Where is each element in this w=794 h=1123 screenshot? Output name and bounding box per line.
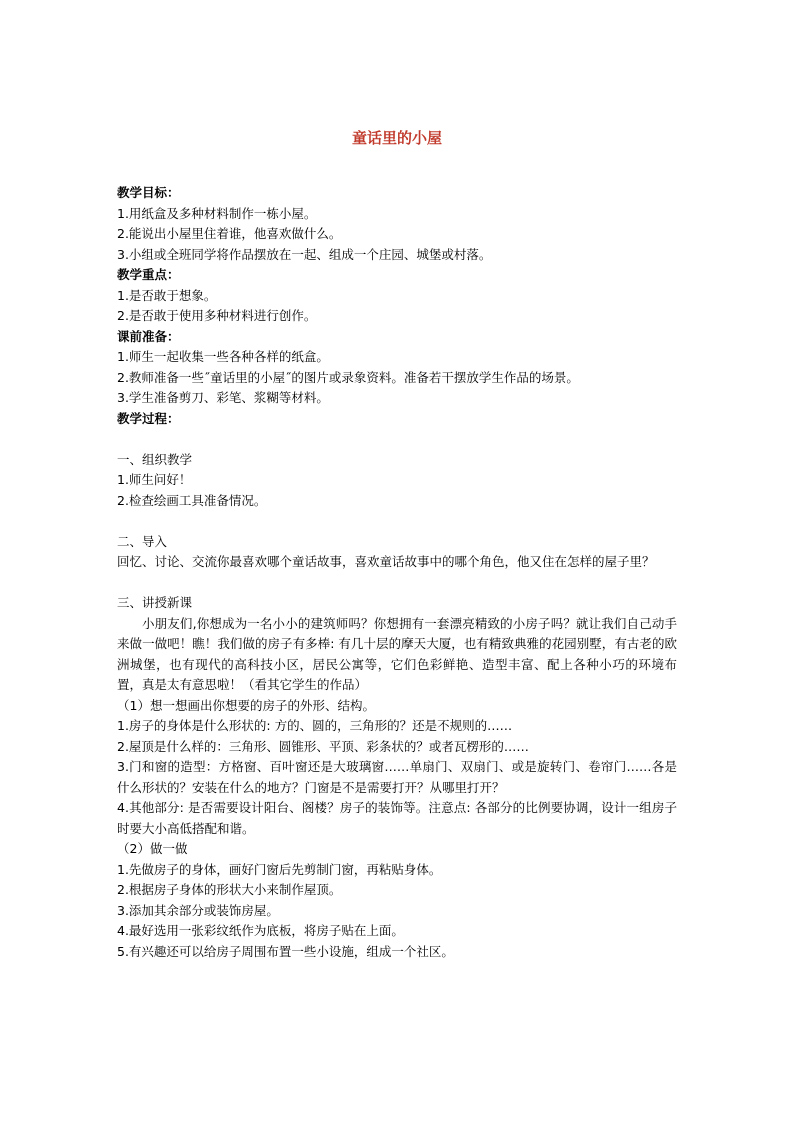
section3-intro-paragraph: 小朋友们,你想成为一名小小的建筑师吗？你想拥有一套漂亮精致的小房子吗？就让我们自己动手来做一做吧！瞧！我们做的房子有多棒: 有几十层的摩天大厦，也有精致典雅的花园别墅，有古老的欧洲城堡，也有现代的高科技小区，居民公寓等，它们色彩鲜艳、造型丰富、配上各种小巧的环境布置，真是太有意思啦！（看其它学生的作品） (117, 615, 677, 692)
spacer (117, 511, 677, 532)
part1-item: 1.房子的身体是什么形状的: 方的、圆的，三角形的？还是不规则的…… (117, 718, 513, 733)
part2-item: 1.先做房子的身体，画好门窗后先剪制门窗，再粘贴身体。 (117, 861, 442, 877)
preparation-heading: 课前准备： (117, 328, 180, 344)
section1-heading: 一、组织教学 (117, 451, 193, 467)
process-heading: 教学过程： (117, 410, 180, 426)
part1-heading: （1）想一想画出你想要的房子的外形、结构。 (117, 697, 375, 713)
preparation-item: 3.学生准备剪刀、彩笔、浆糊等材料。 (117, 390, 329, 405)
spacer (117, 573, 677, 594)
section1-item: 1.师生问好！ (117, 472, 192, 487)
objective-item: 3.小组或全班同学将作品摆放在一起、组成一个庄园、城堡或村落。 (117, 246, 492, 262)
document-body (117, 183, 677, 962)
part2-item: 4.最好选用一张彩纹纸作为底板，将房子贴在上面。 (117, 923, 404, 938)
section2-paragraph: 回忆、讨论、交流你最喜欢哪个童话故事，喜欢童话故事中的哪个角色，他又住在怎样的屋子里？ (117, 554, 655, 569)
spacer (117, 429, 677, 450)
section3-heading: 三、讲授新课 (117, 595, 193, 610)
document-title: 童话里的小屋 (351, 129, 442, 147)
part2-heading: （2）做一做 (117, 841, 188, 856)
part2-item: 5.有兴趣还可以给房子周围布置一些小设施，组成一个社区。 (117, 943, 454, 959)
key-points-heading: 教学重点： (117, 267, 180, 282)
section2-heading: 二、导入 (117, 533, 168, 549)
key-point-item: 2.是否敢于使用多种材料进行创作。 (117, 308, 317, 323)
part1-item: 4.其他部分: 是否需要设计阳台、阁楼？房子的装饰等。注意点: 各部分的比例要协调，设计一组房子时要大小高低搭配和谐。 (117, 800, 677, 836)
part2-item: 2.根据房子身体的形状大小来制作屋顶。 (117, 882, 342, 897)
part1-item: 3.门和窗的造型：方格窗、百叶窗还是大玻璃窗……单扇门、双扇门、或是旋转门、卷帘门……各是什么形状的？安装在什么的地方？门窗是不是需要打开？从哪里打开？ (117, 759, 677, 795)
part2-item: 3.添加其余部分或装饰房屋。 (117, 902, 279, 918)
part1-item: 2.屋顶是什么样的：三角形、圆锥形、平顶、彩条状的？或者瓦楞形的…… (117, 738, 529, 754)
preparation-item: 1.师生一起收集一些各种各样的纸盒。 (117, 349, 329, 364)
key-point-item: 1.是否敢于想象。 (117, 287, 217, 303)
objective-item: 1.用纸盒及多种材料制作一栋小屋。 (117, 205, 317, 221)
objective-item: 2.能说出小屋里住着谁，他喜欢做什么。 (117, 226, 342, 241)
objectives-heading: 教学目标： (117, 185, 180, 200)
preparation-item: 2.教师准备一些˝童话里的小屋˝的图片或录象资料。准备若干摆放学生作品的场景。 (117, 369, 579, 385)
section1-item: 2.检查绘画工具准备情况。 (117, 492, 267, 508)
